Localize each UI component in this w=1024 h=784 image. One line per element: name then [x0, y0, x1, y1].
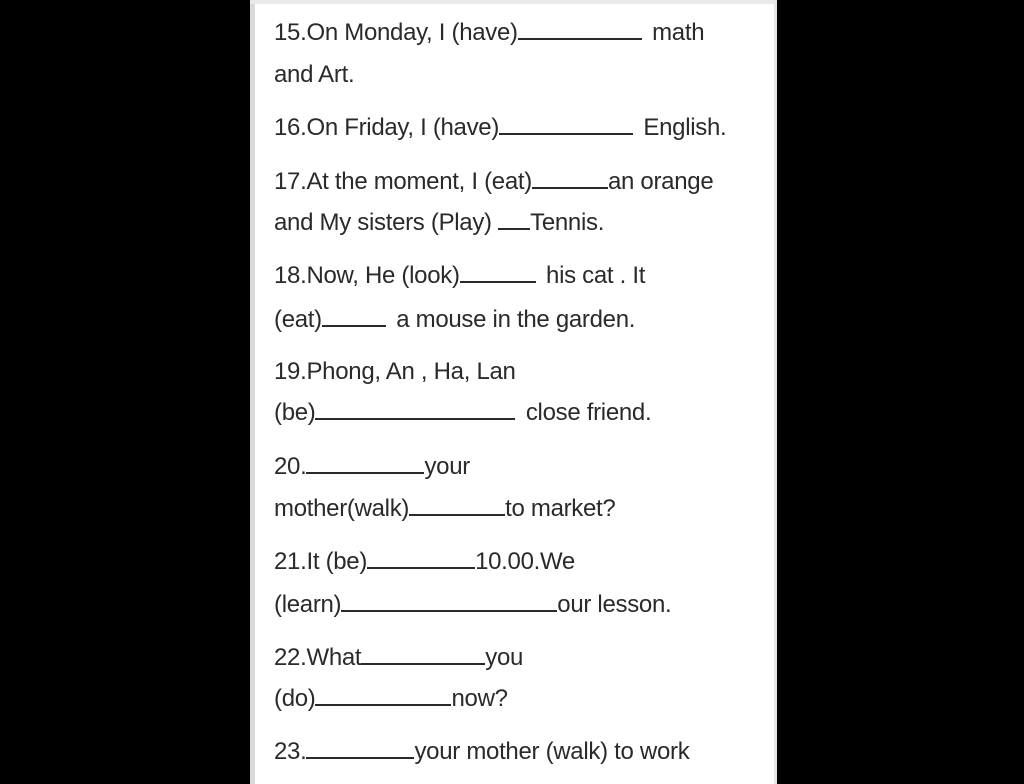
- answer-blank: [361, 643, 485, 665]
- exercise-17-line-1: [274, 167, 713, 197]
- answer-blank: [409, 494, 505, 516]
- answer-blank: [322, 305, 386, 327]
- exercise-text: your mother (walk) to work: [414, 738, 690, 765]
- exercise-23-line-1: [274, 737, 689, 767]
- exercise-text: 19.Phong, An , Ha, Lan: [274, 358, 516, 385]
- exercise-text: (be): [274, 399, 316, 426]
- exercise-text: you: [485, 644, 524, 671]
- answer-blank: [315, 398, 515, 420]
- page-right-edge: [774, 0, 777, 784]
- answer-blank: [532, 167, 608, 189]
- exercise-text: 22.What: [274, 644, 362, 671]
- answer-blank: [315, 684, 451, 706]
- exercise-text: his cat . It: [539, 262, 646, 289]
- answer-blank: [306, 737, 414, 759]
- exercise-text: Tennis.: [530, 209, 605, 236]
- exercise-text: 15.On Monday, I (have): [274, 19, 518, 46]
- exercise-text: 17.At the moment, I (eat): [274, 168, 532, 195]
- exercise-text: your: [424, 453, 470, 480]
- answer-blank: [341, 590, 557, 612]
- answer-blank: [498, 208, 530, 230]
- exercise-22-line-1: [274, 643, 523, 673]
- exercise-text: (eat): [274, 306, 322, 333]
- exercise-text: and My sisters (Play): [274, 209, 499, 236]
- exercise-21-line-1: [274, 547, 575, 577]
- answer-blank: [306, 452, 424, 474]
- exercise-17-line-2: [274, 208, 604, 238]
- exercise-text: to market?: [505, 495, 616, 522]
- exercise-text: (learn): [274, 591, 342, 618]
- page-left-edge: [250, 0, 255, 784]
- exercise-text: an orange: [607, 168, 714, 195]
- exercise-15-line-1: [274, 18, 704, 48]
- exercise-text: our lesson.: [557, 591, 672, 618]
- exercise-16-line-1: [274, 113, 726, 143]
- exercise-19-line-1: [274, 357, 516, 387]
- exercise-20-line-1: [274, 452, 470, 482]
- exercise-text: (do): [274, 685, 316, 712]
- exercise-text: a mouse in the garden.: [389, 306, 636, 333]
- exercise-text: 21.It (be): [274, 548, 368, 575]
- exercise-text: mother(walk): [274, 495, 410, 522]
- answer-blank: [367, 547, 475, 569]
- answer-blank: [518, 18, 642, 40]
- exercise-20-line-2: [274, 494, 615, 524]
- exercise-18-line-2: [274, 305, 635, 335]
- exercise-text: 16.On Friday, I (have): [274, 114, 500, 141]
- answer-blank: [460, 261, 536, 283]
- exercise-text: close friend.: [519, 399, 652, 426]
- exercise-text: English.: [637, 114, 727, 141]
- exercise-text: and Art.: [274, 61, 355, 88]
- exercise-15-line-2: [274, 60, 354, 90]
- answer-blank: [499, 113, 633, 135]
- exercise-22-line-2: [274, 684, 508, 714]
- exercise-21-line-2: [274, 590, 671, 620]
- page-top-edge: [250, 0, 777, 4]
- exercise-text: 10.00.We: [475, 548, 575, 575]
- exercise-text: 20.: [274, 453, 307, 480]
- exercise-text: 18.Now, He (look): [274, 262, 460, 289]
- exercise-18-line-1: [274, 261, 645, 291]
- worksheet-page: [250, 0, 777, 784]
- exercise-text: now?: [451, 685, 508, 712]
- exercise-19-line-2: [274, 398, 651, 428]
- exercise-text: 23.: [274, 738, 307, 765]
- exercise-text: math: [645, 19, 705, 46]
